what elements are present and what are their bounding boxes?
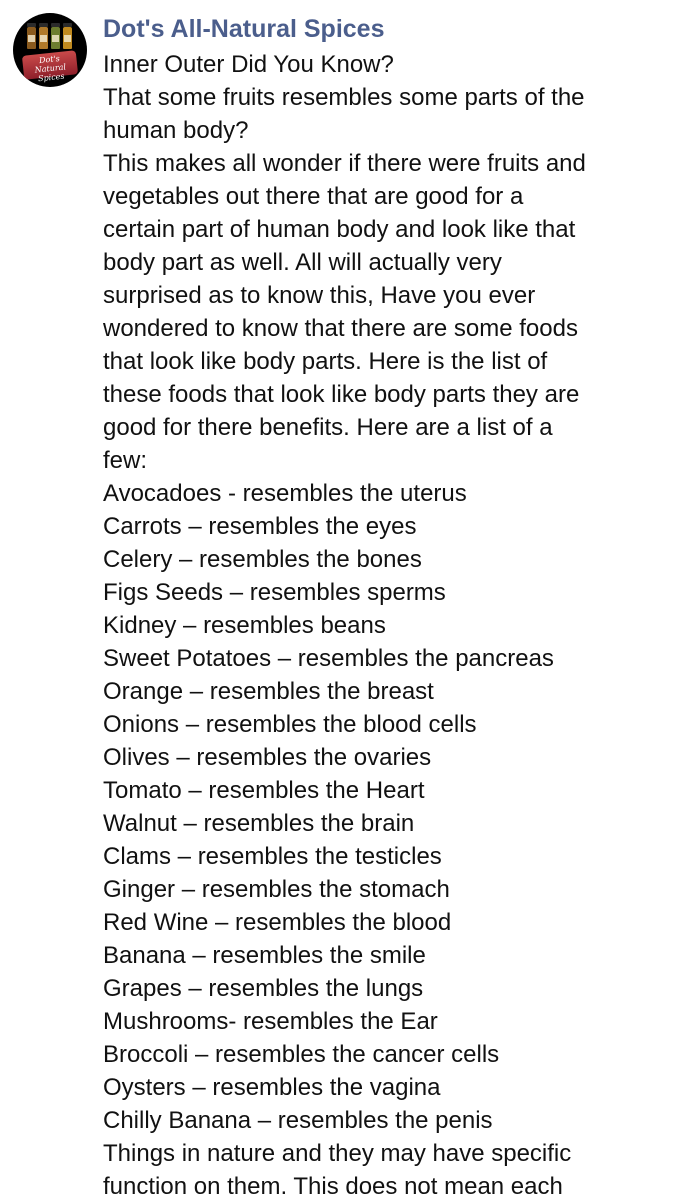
post-text-line: Kidney – resembles beans: [103, 612, 386, 639]
post-text-line: Broccoli – resembles the cancer cells: [103, 1041, 500, 1068]
post-text-line: Walnut – resembles the brain: [103, 810, 415, 837]
brand-logo: [22, 50, 78, 84]
post-text-line: Sweet Potatoes – resembles the pancreas: [103, 645, 554, 672]
post-text-line: This makes all wonder if there were fruits and: [103, 150, 586, 177]
post-text-line: Inner Outer Did You Know?: [103, 51, 394, 78]
post-text-line: few:: [103, 447, 148, 474]
spice-jar-icon: [63, 27, 72, 49]
post-text-line: Onions – resembles the blood cells: [103, 711, 477, 738]
logo-text-line: Spices: [37, 71, 65, 84]
post-text-line: Ginger – resembles the stomach: [103, 876, 450, 903]
post-text-line: Clams – resembles the testicles: [103, 843, 442, 870]
post-text-line: Red Wine – resembles the blood: [103, 909, 452, 936]
post-text-line: surprised as to know this, Have you ever: [103, 282, 536, 309]
page-name-link[interactable]: Dot's All-Natural Spices: [103, 15, 385, 43]
spice-jar-icon: [51, 27, 60, 49]
post-text: [103, 48, 678, 1203]
post-text-line: Oysters – resembles the vagina: [103, 1074, 441, 1101]
post-text-line: Avocadoes - resembles the uterus: [103, 480, 467, 507]
post-text-line: that look like body parts. Here is the list of: [103, 348, 548, 375]
post-text-line: Mushrooms- resembles the Ear: [103, 1008, 438, 1035]
post-text-line: certain part of human body and look like that: [103, 216, 576, 243]
post-text-line: Celery – resembles the bones: [103, 546, 422, 573]
post-text-line: Chilly Banana – resembles the penis: [103, 1107, 493, 1134]
spice-jar-icon: [39, 27, 48, 49]
post-text-line: Orange – resembles the breast: [103, 678, 434, 705]
post-text-line: human body?: [103, 117, 249, 144]
post-text-line: these foods that look like body parts they are: [103, 381, 580, 408]
post-text-line: Carrots – resembles the eyes: [103, 513, 417, 540]
post-text-line: vegetables out there that are good for a: [103, 183, 524, 210]
post-text-line: Figs Seeds – resembles sperms: [103, 579, 446, 606]
post-text-line: wondered to know that there are some foods: [103, 315, 578, 342]
post-text-line: Tomato – resembles the Heart: [103, 777, 425, 804]
post-text-line: Grapes – resembles the lungs: [103, 975, 424, 1002]
page-avatar[interactable]: [13, 13, 87, 87]
post-text-line: Olives – resembles the ovaries: [103, 744, 432, 771]
post-text-line: function on them. This does not mean each: [103, 1173, 563, 1200]
post-text-line: body part as well. All will actually very: [103, 249, 502, 276]
post-text-line: Things in nature and they may have specific: [103, 1140, 572, 1167]
post-text-line: Banana – resembles the smile: [103, 942, 426, 969]
spice-jar-icon: [27, 27, 36, 49]
post-text-line: good for there benefits. Here are a list of a: [103, 414, 553, 441]
post-text-line: That some fruits resembles some parts of the: [103, 84, 585, 111]
logo-text-line: Dot's Natural: [34, 53, 67, 75]
